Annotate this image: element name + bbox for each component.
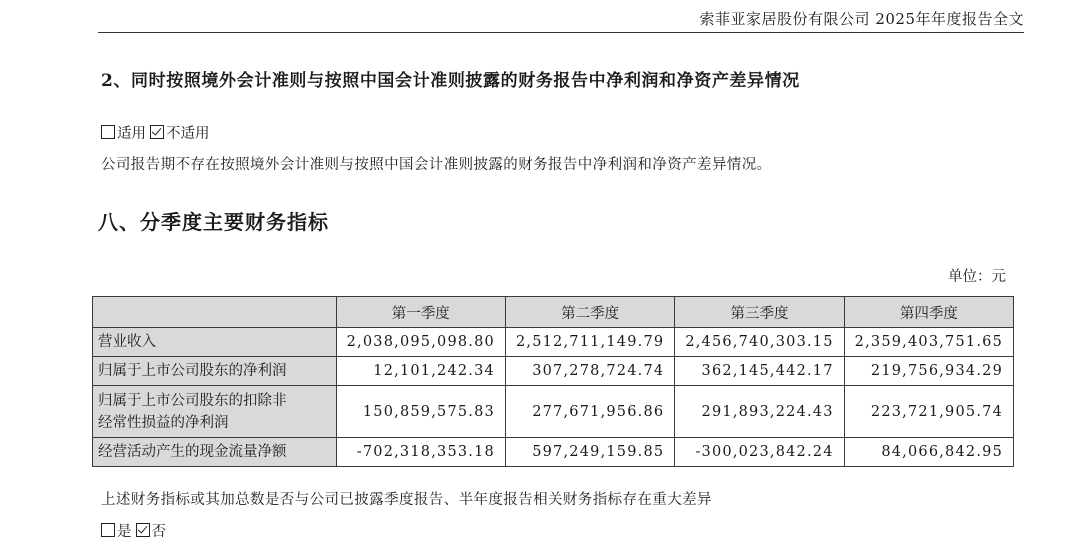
cell-value: 2,512,711,149.79 — [505, 328, 674, 357]
row-label-net-profit: 归属于上市公司股东的净利润 — [93, 357, 337, 386]
header-q2: 第二季度 — [505, 297, 674, 328]
table-row — [93, 328, 1014, 357]
table-row — [93, 386, 1014, 438]
row-label-line-2: 经常性损益的净利润 — [98, 414, 229, 431]
cell-value: 150,859,575.83 — [336, 386, 505, 438]
cell-value: 2,456,740,303.15 — [675, 328, 844, 357]
not-applicable-checkbox[interactable] — [150, 125, 164, 139]
cell-value: 84,066,842.95 — [844, 438, 1013, 467]
variance-question: 上述财务指标或其加总数是否与公司已披露季度报告、半年度报告相关财务指标存在重大差异 — [101, 492, 712, 508]
cell-value: 219,756,934.29 — [844, 357, 1013, 386]
cell-value: 291,893,224.43 — [675, 386, 844, 438]
cell-value: 362,145,442.17 — [675, 357, 844, 386]
cell-value: 223,721,905.74 — [844, 386, 1013, 438]
applicable-checkbox[interactable] — [101, 125, 115, 139]
no-label: 否 — [151, 524, 166, 540]
cell-value: 277,671,956.86 — [505, 386, 674, 438]
table-header-row — [93, 297, 1014, 328]
table-row — [93, 438, 1014, 467]
no-checkbox[interactable] — [136, 523, 150, 537]
row-label-revenue: 营业收入 — [93, 328, 337, 357]
section-2-title: 2、同时按照境外会计准则与按照中国会计准则披露的财务报告中净利润和净资产差异情况 — [101, 71, 800, 91]
cell-value: 597,249,159.85 — [505, 438, 674, 467]
cell-value: 12,101,242.34 — [336, 357, 505, 386]
row-label-net-profit-excl-nonrecurring — [93, 386, 337, 438]
chapter-8-title: 八、分季度主要财务指标 — [98, 210, 329, 234]
cell-value: -300,023,842.24 — [675, 438, 844, 467]
header-blank — [93, 297, 337, 328]
table-row — [93, 357, 1014, 386]
quarterly-financials-table — [92, 296, 1014, 467]
difference-statement: 公司报告期不存在按照境外会计准则与按照中国会计准则披露的财务报告中净利润和净资产差异情况。 — [101, 157, 772, 173]
applicable-label: 适用 — [117, 126, 146, 142]
unit-label: 单位：元 — [948, 269, 1006, 285]
yes-checkbox[interactable] — [101, 523, 115, 537]
not-applicable-label: 不适用 — [166, 126, 210, 142]
cell-value: 2,038,095,098.80 — [336, 328, 505, 357]
cell-value: 2,359,403,751.65 — [844, 328, 1013, 357]
row-label-line-1: 归属于上市公司股东的扣除非 — [98, 392, 287, 409]
header-q4: 第四季度 — [844, 297, 1013, 328]
yes-no-options — [101, 520, 166, 541]
row-label-operating-cash-flow: 经营活动产生的现金流量净额 — [93, 438, 337, 467]
cell-value: 307,278,724.74 — [505, 357, 674, 386]
report-title: 索菲亚家居股份有限公司 2025年年度报告全文 — [699, 10, 1024, 28]
running-header — [98, 0, 1024, 33]
header-q1: 第一季度 — [336, 297, 505, 328]
header-q3: 第三季度 — [675, 297, 844, 328]
cell-value: -702,318,353.18 — [336, 438, 505, 467]
applicability-options — [101, 122, 210, 143]
yes-label: 是 — [117, 524, 132, 540]
